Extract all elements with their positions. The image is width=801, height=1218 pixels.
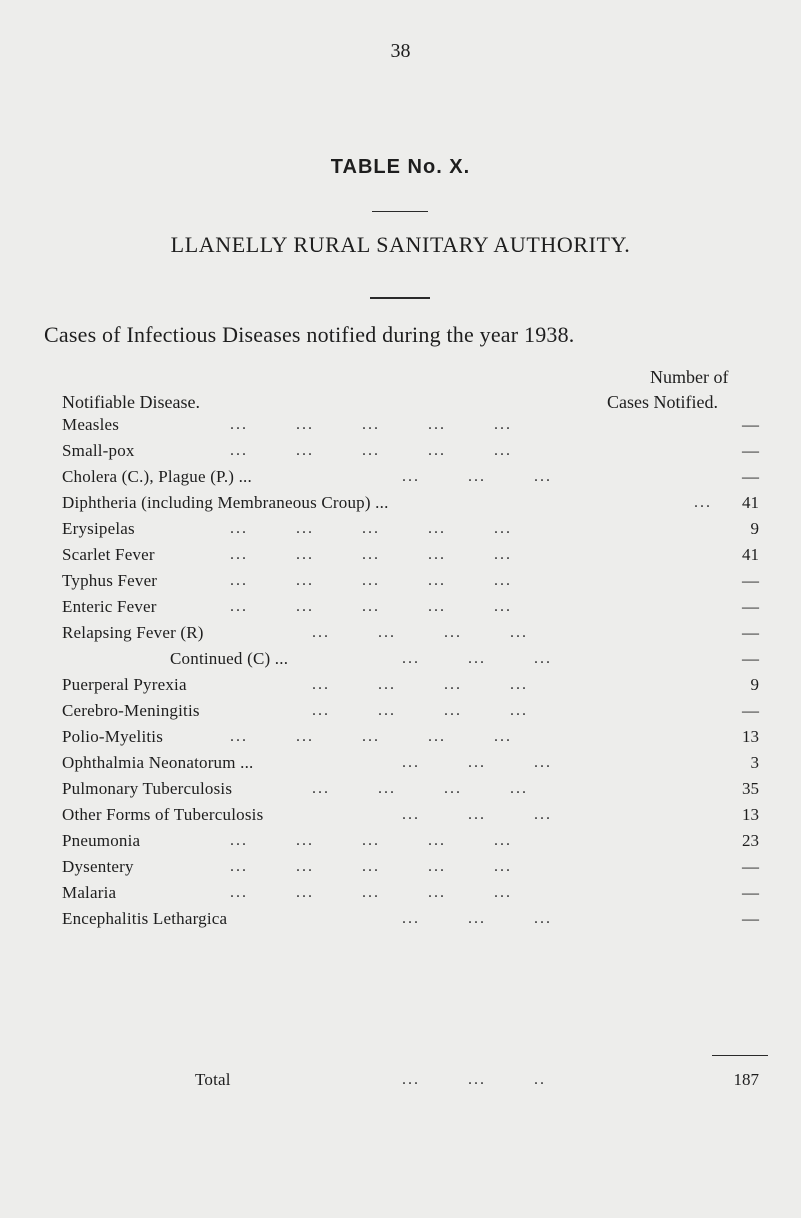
leader-dots: ... ... ...: [402, 754, 552, 771]
case-count: 35: [742, 779, 759, 798]
disease-name: Small-pox: [62, 441, 135, 460]
leader-dots: ... ... ... ...: [312, 780, 528, 797]
case-count: 13: [742, 727, 759, 746]
case-count: 41: [742, 545, 759, 564]
leader-dots: ... ... ... ...: [312, 624, 528, 641]
disease-name: Ophthalmia Neonatorum ...: [62, 753, 254, 772]
leader-dots: ... ... ... ...: [312, 702, 528, 719]
case-count: 23: [742, 831, 759, 850]
total-label: Total: [195, 1070, 231, 1089]
disease-name: Erysipelas: [62, 519, 135, 538]
disease-name: Cerebro-Meningitis: [62, 701, 200, 720]
disease-name: Polio-Myelitis: [62, 727, 164, 746]
case-count: —: [742, 441, 759, 460]
leader-dots: ... ... ... ... ...: [230, 416, 512, 433]
case-count: —: [742, 857, 759, 876]
disease-name: Cholera (C.), Plague (P.) ...: [62, 467, 252, 486]
total-count: 187: [733, 1070, 759, 1089]
disease-name: Measles: [62, 415, 120, 434]
disease-name: Dysentery: [62, 857, 134, 876]
case-count: —: [742, 571, 759, 590]
total-divider: [712, 1055, 768, 1056]
disease-name: Continued (C) ...: [170, 649, 289, 668]
disease-name: Enteric Fever: [62, 597, 157, 616]
leader-dots: ... ... ... ... ...: [230, 520, 512, 537]
disease-name: Typhus Fever: [62, 571, 158, 590]
disease-name: Puerperal Pyrexia: [62, 675, 187, 694]
leader-dots: ... ... ... ... ...: [230, 884, 512, 901]
leader-dots: ... ... ... ... ...: [230, 728, 512, 745]
case-count: —: [742, 701, 759, 720]
case-count: —: [742, 597, 759, 616]
disease-name: Encephalitis Lethargica: [62, 909, 228, 928]
case-count: 41: [742, 493, 759, 512]
case-count: —: [742, 909, 759, 928]
leader-dots: ...: [694, 494, 712, 511]
case-count: —: [742, 415, 759, 434]
leader-dots: ... ... ...: [402, 468, 552, 485]
case-count: —: [742, 623, 759, 642]
leader-dots: ... ... ... ... ...: [230, 858, 512, 875]
title-divider: [372, 211, 428, 212]
leader-dots: ... ... ...: [402, 806, 552, 823]
leader-dots: ... ... ... ...: [312, 676, 528, 693]
disease-name: Diphtheria (including Membraneous Croup) ...: [62, 493, 389, 512]
count-column-header-line1: Number of: [650, 367, 729, 387]
case-count: 9: [750, 519, 759, 538]
disease-name: Pulmonary Tuberculosis: [62, 779, 233, 798]
case-count: 13: [742, 805, 759, 824]
report-heading: Cases of Infectious Diseases notified during the year 1938.: [44, 322, 575, 347]
table-title: TABLE No. X.: [330, 156, 471, 178]
leader-dots: ... ... ... ... ...: [230, 832, 512, 849]
disease-name: Other Forms of Tuberculosis: [62, 805, 264, 824]
authority-name: LLANELLY RURAL SANITARY AUTHORITY.: [170, 232, 631, 257]
disease-name: Malaria: [62, 883, 117, 902]
case-count: —: [742, 649, 759, 668]
leader-dots: ... ... ... ... ...: [230, 572, 512, 589]
leader-dots: ... ... ... ... ...: [230, 546, 512, 563]
disease-column-header: Notifiable Disease.: [62, 392, 200, 412]
leader-dots: ... ... ...: [402, 910, 552, 927]
disease-name: Pneumonia: [62, 831, 141, 850]
case-count: 3: [750, 753, 759, 772]
case-count: 9: [750, 675, 759, 694]
leader-dots: ... ... ...: [402, 650, 552, 667]
disease-name: Scarlet Fever: [62, 545, 155, 564]
count-column-header-line2: Cases Notified.: [607, 392, 718, 412]
leader-dots: ... ... ... ... ...: [230, 442, 512, 459]
leader-dots: ... ... ... ... ...: [230, 598, 512, 615]
disease-name: Relapsing Fever (R): [62, 623, 204, 642]
leader-dots: ... ... ..: [402, 1071, 546, 1088]
case-count: —: [742, 883, 759, 902]
case-count: —: [742, 467, 759, 486]
authority-divider: [370, 297, 430, 299]
page-number: 38: [390, 40, 411, 62]
